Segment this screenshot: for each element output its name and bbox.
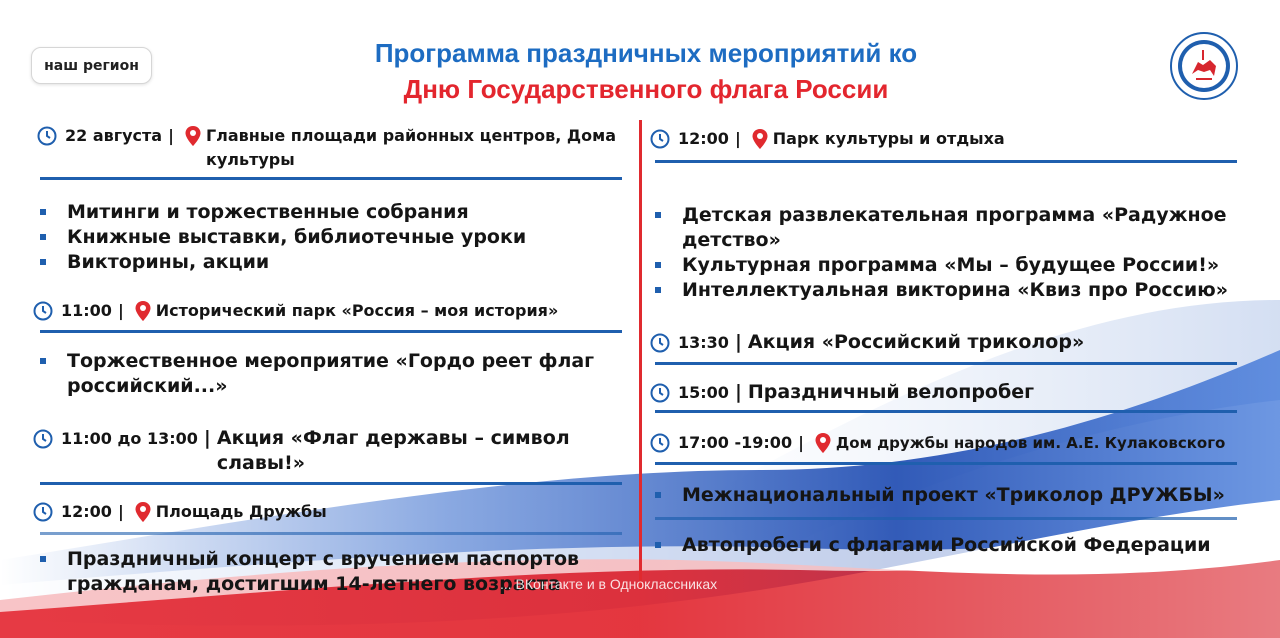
- list-item: Культурная программа «Мы – будущее России!»: [655, 253, 1255, 278]
- list-item: Книжные выставки, библиотечные уроки: [40, 225, 630, 250]
- emblem-icon: [1170, 32, 1238, 100]
- separator: |: [734, 331, 742, 353]
- event-place: Акция «Флаг державы – символ славы!»: [216, 427, 570, 474]
- divider: [655, 462, 1237, 465]
- event-block-2: [33, 299, 623, 323]
- separator: |: [734, 381, 742, 403]
- event-header: [33, 299, 623, 323]
- event-time: 11:00: [61, 301, 112, 320]
- separator: |: [117, 301, 124, 320]
- event-place: Праздничный велопробег: [747, 381, 1035, 403]
- event-list-1: [40, 200, 630, 275]
- event-place: Площадь Дружбы: [155, 502, 327, 521]
- clock-icon: [33, 502, 53, 522]
- event-time: 17:00 -19:00: [678, 433, 793, 452]
- event-block-8: [650, 431, 1275, 455]
- event-time: 15:00: [678, 383, 729, 402]
- map-pin-icon: [134, 300, 152, 322]
- divider: [40, 482, 622, 485]
- event-list-2: [40, 349, 600, 399]
- divider: [655, 517, 1237, 520]
- separator: |: [168, 126, 174, 145]
- separator: |: [117, 502, 124, 521]
- event-header: [650, 127, 1250, 151]
- page-title-line1: Программа праздничных мероприятий ко: [374, 38, 918, 68]
- clock-icon: [650, 433, 670, 453]
- page-title-line2: Дню Государственного флага России: [403, 74, 889, 104]
- divider: [655, 410, 1237, 413]
- event-time: 13:30: [678, 333, 729, 352]
- event-block-3: [33, 426, 623, 476]
- list-item: Детская развлекательная программа «Радужное детство»: [655, 203, 1255, 253]
- event-time: 11:00 до 13:00: [61, 429, 198, 448]
- event-time: 12:00: [61, 502, 112, 521]
- separator: |: [798, 433, 804, 452]
- clock-icon: [650, 129, 670, 149]
- event-place: Парк культуры и отдыха: [772, 129, 1005, 148]
- clock-icon: [37, 126, 57, 146]
- separator: |: [203, 427, 211, 449]
- list-item: Интеллектуальная викторина «Квиз про Россию»: [655, 278, 1255, 303]
- clock-icon: [650, 333, 670, 353]
- event-block-6: [650, 330, 1250, 355]
- divider: [40, 330, 622, 333]
- event-list-8a: [655, 483, 1255, 508]
- event-block-4: [33, 500, 623, 524]
- event-place: Главные площади районных центров, Дома культуры: [205, 126, 616, 169]
- clock-icon: [33, 429, 53, 449]
- event-block-1: [37, 124, 627, 172]
- clock-icon: [33, 301, 53, 321]
- event-place: Дом дружбы народов им. А.Е. Кулаковского: [835, 434, 1226, 452]
- list-item: Митинги и торжественные собрания: [40, 200, 630, 225]
- footnote: ... ВКонтакте и в Одноклассниках: [500, 576, 718, 592]
- event-block-5: [650, 127, 1250, 151]
- event-list-5: [655, 203, 1255, 303]
- clock-icon: [650, 383, 670, 403]
- region-badge[interactable]: наш регион: [31, 47, 152, 84]
- list-item: Межнациональный проект «Триколор ДРУЖБЫ»: [655, 483, 1255, 508]
- event-header: [650, 431, 1275, 455]
- event-header: [37, 124, 627, 172]
- map-pin-icon: [134, 501, 152, 523]
- separator: |: [734, 129, 741, 148]
- divider: [655, 160, 1237, 163]
- map-pin-icon: [751, 128, 769, 150]
- map-pin-icon: [184, 125, 202, 147]
- event-place: Акция «Российский триколор»: [747, 331, 1085, 353]
- event-header: [650, 330, 1250, 355]
- list-item: Автопробеги с флагами Российской Федерации: [655, 533, 1255, 558]
- list-item: Викторины, акции: [40, 250, 630, 275]
- list-item: Праздничный концерт с вручением паспортов гражданам, достигшим 14-летнего возраста: [40, 547, 630, 597]
- map-pin-icon: [814, 432, 832, 454]
- event-place: Исторический парк «Россия – моя история»: [155, 301, 559, 320]
- divider: [40, 532, 622, 535]
- column-divider: [639, 120, 642, 590]
- event-time: 22 августа: [65, 126, 163, 145]
- divider: [655, 362, 1237, 365]
- divider: [40, 177, 622, 180]
- list-item: Торжественное мероприятие «Гордо реет флаг российский...»: [40, 349, 600, 399]
- event-list-8b: [655, 533, 1255, 558]
- event-block-7: [650, 380, 1250, 405]
- event-header: [33, 500, 623, 524]
- event-time: 12:00: [678, 129, 729, 148]
- event-header: [33, 426, 623, 476]
- event-header: [650, 380, 1250, 405]
